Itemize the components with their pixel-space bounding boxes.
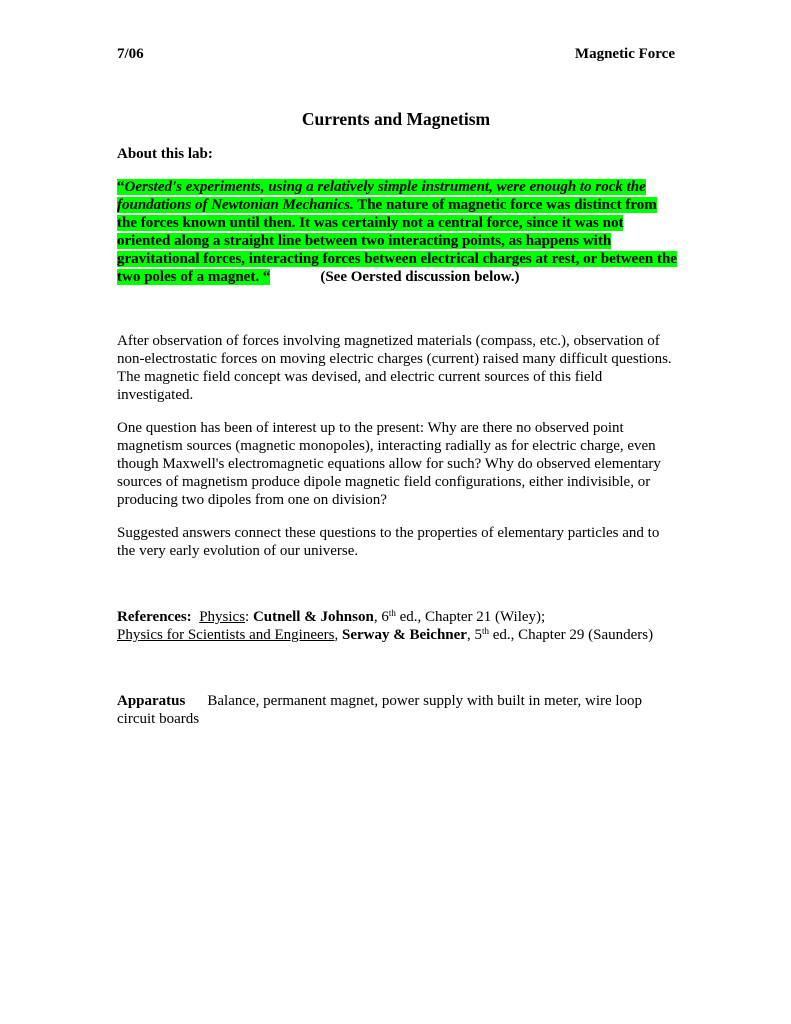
reference-1-authors: Cutnell & Johnson — [252, 609, 374, 625]
reference-2-book: Physics for Scientists and Engineers — [117, 627, 335, 643]
apparatus-label: Apparatus — [117, 693, 186, 709]
apparatus-section — [117, 692, 675, 728]
quote-see-also: (See Oersted discussion below.) — [320, 269, 520, 285]
quote-italic-text: Oersted's experiments, using a relatively simple instrument, were enough to rock the foundations of Newtonian Mechanics. — [117, 179, 646, 213]
references-section — [117, 608, 675, 644]
header-date: 7/06 — [117, 46, 144, 62]
reference-1-colon: : — [245, 609, 250, 625]
reference-1 — [117, 608, 675, 626]
paragraph-suggested-answers: Suggested answers connect these questions to the properties of elementary particles and to the very early evolution of our universe. — [117, 525, 660, 559]
references-label: References: — [117, 609, 192, 625]
reference-2-rest: ed., Chapter 29 (Saunders) — [488, 627, 654, 643]
reference-2-comma: , — [334, 627, 339, 643]
reference-2-edition: , 5 — [466, 627, 482, 643]
reference-1-book: Physics — [199, 609, 246, 625]
quote-open-mark: “ — [117, 179, 125, 195]
reference-1-edition: , 6 — [373, 609, 389, 625]
page-content — [117, 0, 675, 1024]
reference-1-rest: ed., Chapter 21 (Wiley); — [395, 609, 546, 625]
reference-1-edition-sup: th — [388, 608, 396, 618]
paragraph-monopole-question: One question has been of interest up to the present: Why are there no observed point magnetism sources (magnetic monopoles), interacting radially as for electric charge, even though Maxwell's electromagnetic equations allow for such? Why do observed elementary sources of magnetism produce dipole magnetic field configurations, either indivisible, or producing two dipoles from one on division? — [117, 420, 661, 508]
apparatus-text: Balance, permanent magnet, power supply with built in meter, wire loop circuit boards — [117, 693, 643, 727]
oersted-quote — [117, 178, 677, 286]
header-topic: Magnetic Force — [574, 46, 675, 62]
about-heading: About this lab: — [117, 146, 213, 162]
document-title: Currents and Magnetism — [301, 109, 491, 129]
quote-body-text: The nature of magnetic force was distinct from the forces known until then. It was certainly not a central force, since it was not oriented along a straight line between two interacting points, as happens with gravitational forces, interacting forces between electrical charges at rest, or between the two poles of a magnet. “ — [117, 197, 677, 285]
reference-2-authors: Serway & Beichner — [341, 627, 467, 643]
reference-2 — [117, 626, 675, 644]
reference-2-edition-sup: th — [481, 626, 489, 636]
paragraph-observation: After observation of forces involving magnetized materials (compass, etc.), observation of non-electrostatic forces on moving electric charges (current) raised many difficult questions. The magnetic field concept was devised, and electric current sources of this field investigated. — [117, 333, 672, 403]
